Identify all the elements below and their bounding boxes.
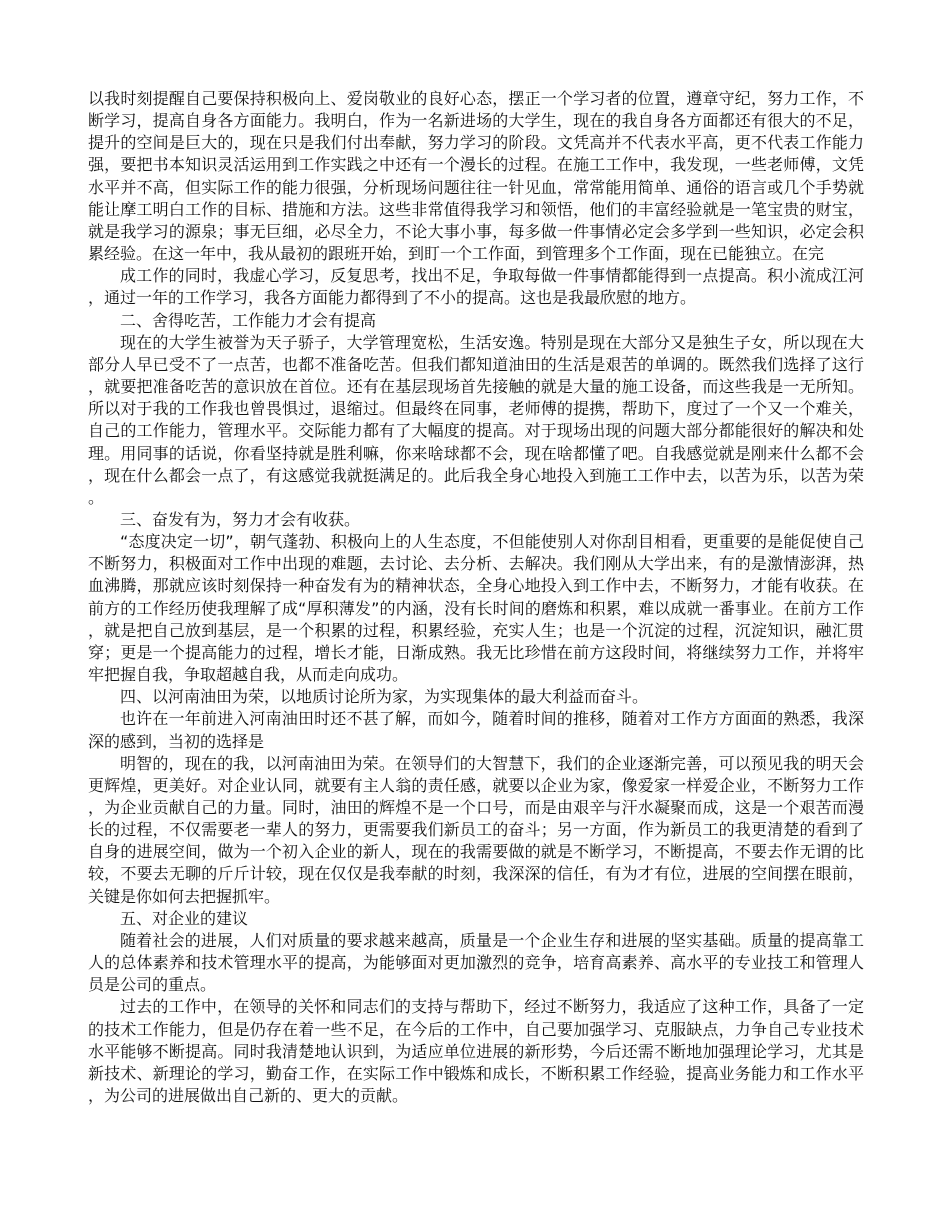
paragraph-continuation: 成工作的同时，我虚心学习，反复思考，找出不足，争取每做一件事情都能得到一点提高。积小流成江河，通过一年的工作学习，我各方面能力都得到了不小的提高。这也是我最欣慰的地方。 xyxy=(88,266,864,308)
paragraph-attitude: “态度决定一切”，朝气蓬勃、积极向上的人生态度，不但能使别人对你刮目相看，更重要的是能促使自己不断努力，积极面对工作中出现的难题，去讨论、去分析、去解决。我们刚从大学出来，有的是激情澎湃，热血沸腾，那就应该时刻保持一种奋发有为的精神状态，全身心地投入到工作中去，不断努力，才能有收获。在前方的工作经历使我理解了成“厚积薄发”的内涵，没有长时间的磨炼和积累，难以成就一番事业。在前方工作，就是把自己放到基层，是一个积累的过程，积累经验，充实人生；也是一个沉淀的过程，沉淀知识，融汇贯穿；更是一个提高能力的过程，增长才能，日渐成熟。我无比珍惜在前方这段时间，将继续努力工作，并将牢牢把握自我，争取超越自我，从而走向成功。 xyxy=(88,532,864,685)
paragraph-opening: 以我时刻提醒自己要保持积极向上、爱岗敬业的良好心态，摆正一个学习者的位置，遵章守纪，努力工作，不断学习，提高自身各方面能力。我明白，作为一名新进场的大学生，现在的我自身各方面都还有很大的不足，提升的空间是巨大的，现在只是我们付出奉献，努力学习的阶段。文凭高并不代表水平高，更不代表工作能力强，要把书本知识灵活运用到工作实践之中还有一个漫长的过程。在施工工作中，我发现，一些老师傅，文凭水平并不高，但实际工作的能力很强，分析现场问题往往一针见血，常常能用简单、通俗的语言或几个手势就能让摩工明白工作的目标、措施和方法。这些非常值得我学习和领悟，他们的丰富经验就是一笔宝贵的财宝，就是我学习的源泉；事无巨细，必尽全力，不论大事小事，每多做一件事情必定会多学到一些知识，必定会积累经验。在这一年中，我从最初的跟班开始，到盯一个工作面，到管理多个工作面，现在已能独立。在完 xyxy=(88,89,864,264)
section-heading-4: 四、以河南油田为荣，以地质讨论所为家，为实现集体的最大利益而奋斗。 xyxy=(120,687,649,707)
section-heading-5: 五、对企业的建议 xyxy=(120,908,249,928)
paragraph-pride: 明智的，现在的我，以河南油田为荣。在领导们的大智慧下，我们的企业逐渐完善，可以预见我的明天会更辉煌，更美好。对企业认同，就要有主人翁的责任感，就要以企业为家，像爱家一样爱企业，不断努力工作，为企业贡献自己的力量。同时，油田的辉煌不是一个口号，而是由艰辛与汗水凝聚而成，这是一个艰苦而漫长的过程，不仅需要老一辈人的努力，更需要我们新员工的奋斗；另一方面，作为新员工的我更清楚的看到了自身的进展空间，做为一个初入企业的新人，现在的我需要做的就是不断学习，不断提高，不要去作无谓的比较，不要去无聊的斤斤计较，现在仅仅是我奉献的时刻，我深深的信任，有为才有位，进展的空间摆在眼前，关键是你如何去把握抓牢。 xyxy=(88,753,864,906)
paragraph-hardship: 现在的大学生被誉为天子骄子，大学管理宽松，生活安逸。特别是现在大部分又是独生子女，所以现在大部分人早已受不了一点苦，也都不准备吃苦。但我们都知道油田的生活是艰苦的单调的。既然我们选择了这行，就要把准备吃苦的意识放在首位。还有在基层现场首先接触的就是大量的施工设备，而这些我是一无所知。所以对于我的工作我也曾畏惧过，退缩过。但最终在同事，老师傅的提携，帮助下，度过了一个又一个难关，自己的工作能力，管理水平。交际能力都有了大幅度的提高。对于现场出现的问题大部分都能很好的解决和处理。用同事的话说，你看坚持就是胜利嘛，你来啥球都不会，现在啥都懂了吧。自我感觉就是刚来什么都不会，现在什么都会一点了，有这感觉我就挺满足的。此后我全身心地投入到施工工作中去，以苦为乐，以苦为荣。 xyxy=(88,332,864,507)
document-page xyxy=(88,88,864,1107)
paragraph-summary: 过去的工作中，在领导的关怀和同志们的支持与帮助下，经过不断努力，我适应了这种工作，具备了一定的技术工作能力，但是仍存在着一些不足，在今后的工作中，自己要加强学习、克服缺点，力争自己专业技术水平能够不断提高。同时我清楚地认识到，为适应单位进展的新形势，今后还需不断地加强理论学习，尤其是新技术、新理论的学习，勤奋工作，在实际工作中锻炼和成长，不断积累工作经验，提高业务能力和工作水平，为公司的进展做出自己新的、更大的贡献。 xyxy=(88,997,864,1106)
paragraph-quality: 随着社会的进展，人们对质量的要求越来越高，质量是一个企业生存和进展的坚实基础。质量的提高靠工人的总体素养和技术管理水平的提高，为能够面对更加激烈的竞争，培育高素养、高水平的专业技工和管理人员是公司的重点。 xyxy=(88,930,864,995)
section-heading-3: 三、奋发有为，努力才会有收获。 xyxy=(120,509,361,529)
paragraph-choice: 也许在一年前进入河南油田时还不甚了解，而如今，随着时间的推移，随着对工作方方面面的熟悉，我深深的感到，当初的选择是 xyxy=(88,709,864,751)
section-heading-2: 二、舍得吃苦，工作能力才会有提高 xyxy=(120,310,377,330)
